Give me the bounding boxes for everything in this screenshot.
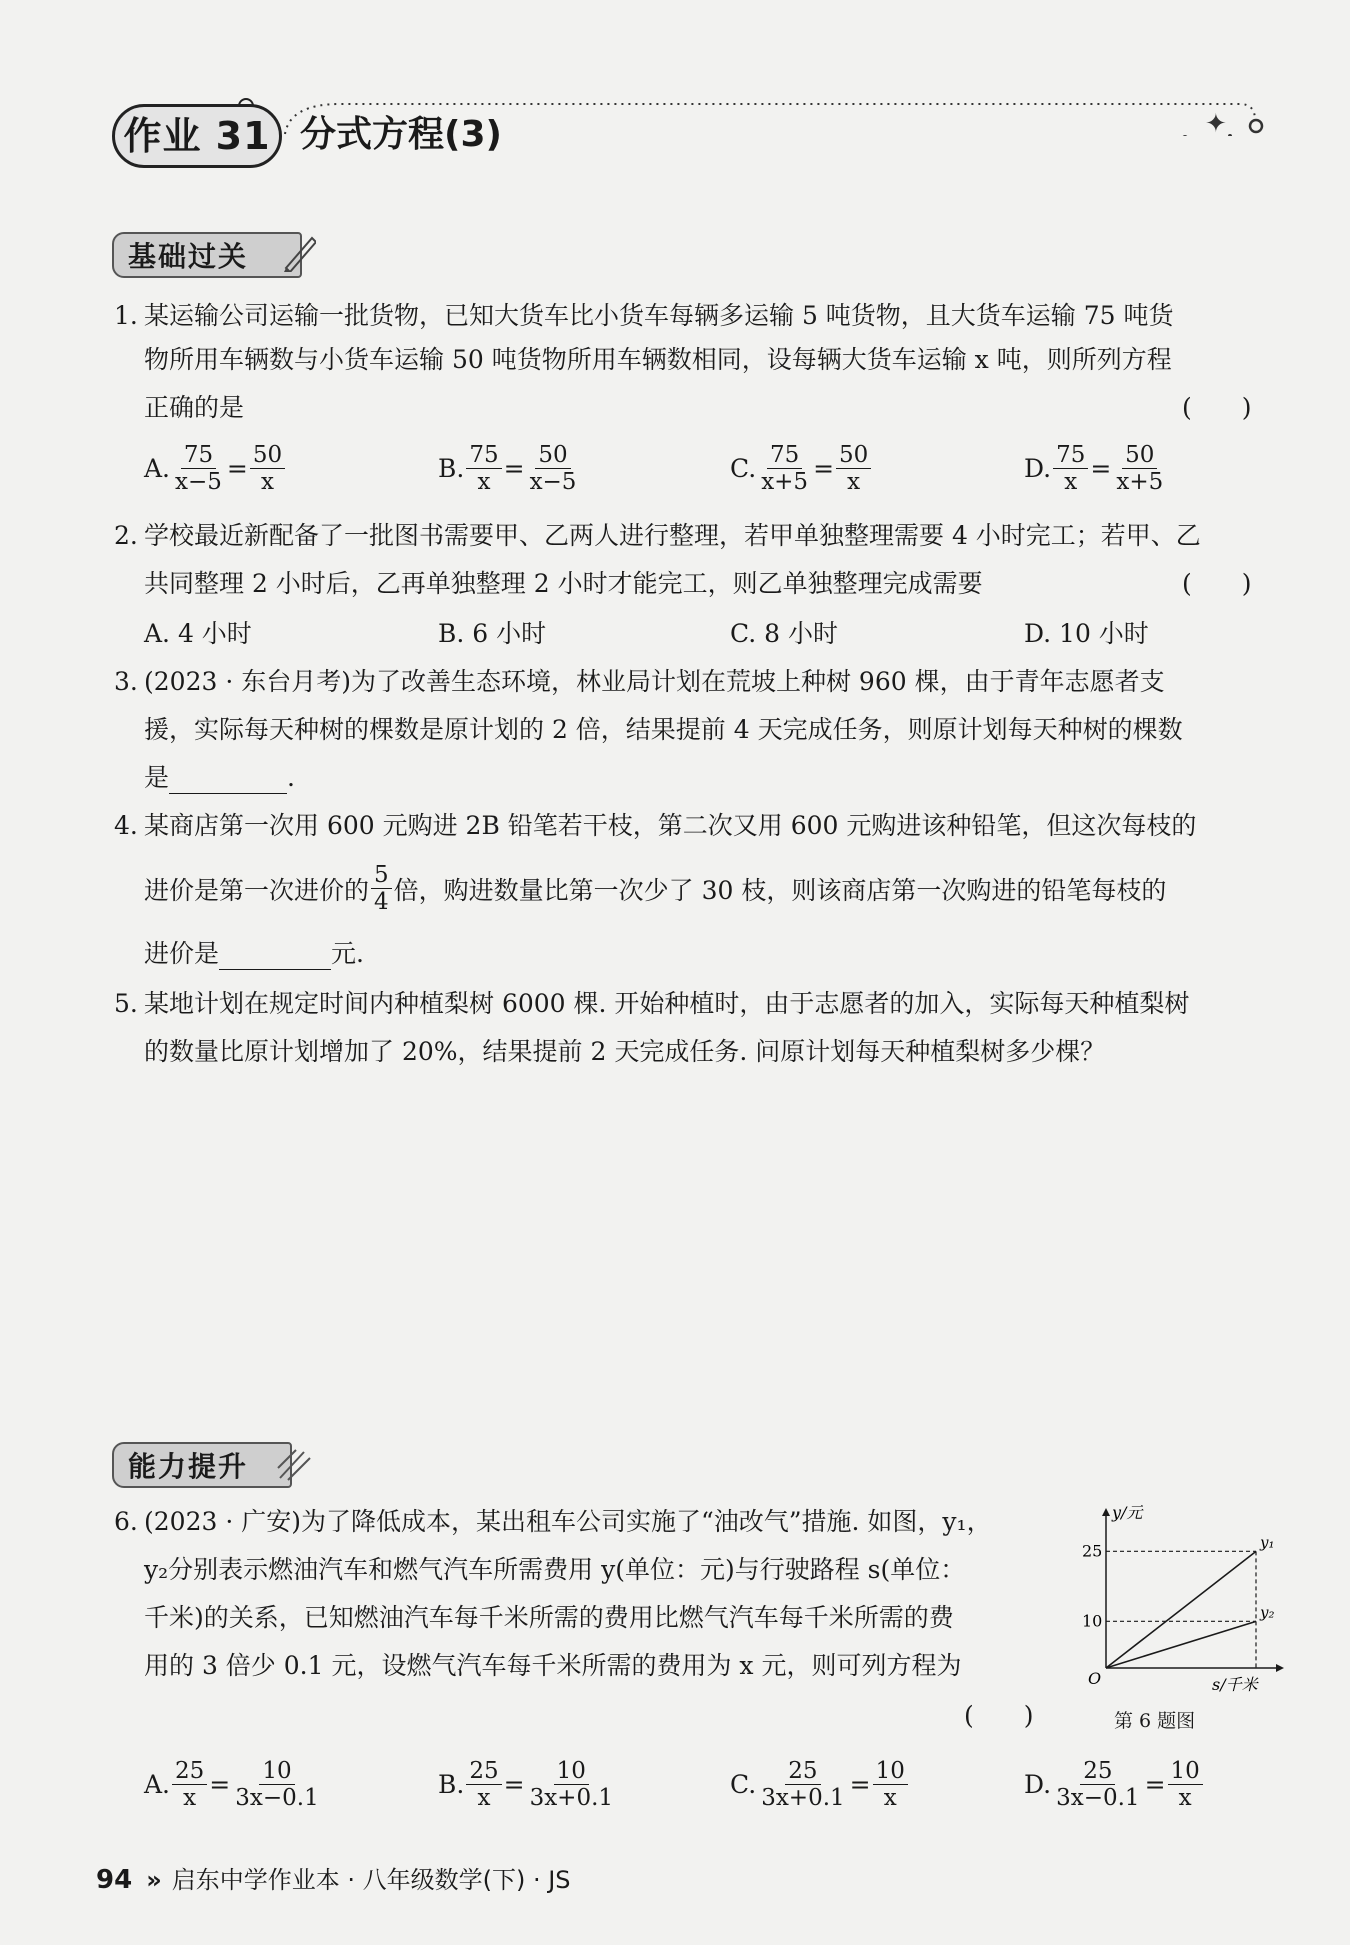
q6-option-d[interactable]: D. $\frac{25}{3x-0.1}$ = $\frac{10}{x}$: [1024, 1758, 1205, 1811]
x-axis-arrow-icon: [1276, 1664, 1284, 1672]
page-number: 94: [96, 1865, 133, 1895]
denominator: x: [1178, 1785, 1192, 1811]
fraction: [1168, 1758, 1203, 1811]
numerator: 75: [767, 442, 802, 469]
section-tag-advanced: [112, 1442, 292, 1488]
page-title: 分式方程(3): [300, 114, 502, 155]
q2-option-c[interactable]: C. 8 小时: [730, 619, 838, 648]
y-axis-label: y/元: [1112, 1503, 1143, 1522]
denominator: 3x−0.1: [235, 1785, 319, 1811]
option-label: A.: [144, 454, 171, 483]
numerator: 25: [1080, 1758, 1115, 1785]
q6-option-b[interactable]: B. $\frac{25}{x}$ = $\frac{10}{3x+0.1}$: [438, 1758, 618, 1811]
q6-answer-paren[interactable]: ( ): [964, 1701, 1034, 1730]
denominator: 3x−0.1: [1056, 1785, 1140, 1811]
fraction: [250, 442, 285, 495]
q1-line-3: 正确的是: [144, 393, 245, 422]
pencil-icon: [282, 232, 316, 276]
q6-option-c[interactable]: C. $\frac{25}{3x+0.1}$ = $\frac{10}{x}$: [730, 1758, 910, 1811]
q3-line-1: [114, 662, 1165, 698]
fraction: [758, 442, 811, 495]
q6-number: 6.: [114, 1507, 138, 1536]
numerator: 75: [1053, 442, 1088, 469]
q2-number: 2.: [114, 521, 138, 550]
q4-text-3b: 元.: [331, 939, 364, 968]
chevron-icon: »: [146, 1866, 162, 1894]
chart-axes: [1102, 1508, 1284, 1672]
option-label: A.: [144, 1770, 171, 1799]
q5-line-2: 的数量比原计划增加了 20%，结果提前 2 天完成任务. 问原计划每天种植梨树多少棵？: [144, 1037, 1106, 1066]
fraction: [172, 442, 225, 495]
denominator: x: [883, 1785, 897, 1811]
y-tick-label-1: 25: [1082, 1541, 1103, 1561]
q3-text-1: (2023 · 东台月考)为了改善生态环境，林业局计划在荒坡上种树 960 棵，由于青年志愿者支: [144, 667, 1165, 696]
q3-line-2: 援，实际每天种树的棵数是原计划的 2 倍，结果提前 4 天完成任务，则原计划每天种树的棵数: [144, 715, 1183, 744]
q6-text-1: (2023 · 广安)为了降低成本，某出租车公司实施了“油改气”措施. 如图，y₁，: [144, 1507, 992, 1536]
fraction: [1113, 442, 1166, 495]
option-label: C.: [730, 1770, 757, 1799]
fraction: [527, 1758, 616, 1811]
fraction: [1053, 1758, 1142, 1811]
fraction: [1053, 442, 1088, 495]
denominator: 4: [374, 889, 389, 915]
q5-answer-area[interactable]: [144, 1080, 1264, 1410]
q5-line-1: [114, 984, 1189, 1020]
q1-line-2: 物所用车辆数与小货车运输 50 吨货物所用车辆数相同，设每辆大货车运输 x 吨，则所列方程: [144, 345, 1172, 374]
denominator: x: [183, 1785, 197, 1811]
q6-line-2: y₂分别表示燃油汽车和燃气汽车所需费用 y(单位：元)与行驶路程 s(单位：: [144, 1555, 966, 1584]
q5-text-1: 某地计划在规定时间内种植梨树 6000 棵. 开始种植时，由于志愿者的加入，实际每天种植梨树: [144, 989, 1190, 1018]
numerator: 10: [554, 1758, 589, 1785]
section-tag-basic: [112, 232, 302, 278]
q4-text-3a: 进价是: [144, 939, 220, 968]
q3-period: .: [287, 763, 295, 792]
q3-line-3: [144, 758, 295, 794]
q2-line-2: 共同整理 2 小时后，乙再单独整理 2 小时才能完工，则乙单独整理完成需要: [144, 569, 983, 598]
denominator: x+5: [761, 469, 809, 495]
numerator: 10: [1168, 1758, 1203, 1785]
numerator: 25: [172, 1758, 207, 1785]
denominator: x: [847, 469, 861, 495]
q2-text-1: 学校最近新配备了一批图书需要甲、乙两人进行整理，若甲单独整理需要 4 小时完工；若甲、乙: [144, 521, 1201, 550]
fraction: [466, 1758, 501, 1811]
fraction: [836, 442, 871, 495]
q1-text-1: 某运输公司运输一批货物，已知大货车比小货车每辆多运输 5 吨货物，且大货车运输 75 吨货: [144, 301, 1174, 330]
q1-answer-paren[interactable]: ( ): [1182, 393, 1252, 422]
q2-option-a[interactable]: A. 4 小时: [144, 619, 252, 648]
q4-line-3: [144, 934, 364, 970]
denominator: x: [261, 469, 274, 495]
q6-chart: [1080, 1498, 1290, 1698]
q1-option-c[interactable]: C. $\frac{75}{x+5}$ = $\frac{50}{x}$: [730, 442, 873, 495]
footer-text: 启东中学作业本 · 八年级数学(下) · JS: [171, 1866, 571, 1894]
q2-option-b[interactable]: B. 6 小时: [438, 619, 547, 648]
q6-figure-caption: 第 6 题图: [1114, 1710, 1196, 1732]
y-axis-arrow-icon: [1102, 1508, 1110, 1516]
q1-line-1: [114, 292, 1174, 340]
denominator: 3x+0.1: [761, 1785, 845, 1811]
q4-text-1: 某商店第一次用 600 元购进 2B 铅笔若干枝，第二次又用 600 元购进该种铅笔，但这次每枝的: [144, 811, 1197, 840]
series-label-2: y₂: [1260, 1603, 1275, 1622]
series-line-2: [1106, 1621, 1256, 1668]
option-label: C.: [730, 454, 757, 483]
sparkle-icon: [274, 1444, 314, 1488]
q1-option-b[interactable]: B. $\frac{75}{x}$ = $\frac{50}{x-5}$: [438, 442, 581, 495]
section-tag-advanced-label: 能力提升: [128, 1450, 249, 1483]
numerator: 5: [371, 862, 392, 889]
denominator: x: [477, 469, 491, 495]
fraction: [466, 442, 501, 495]
numerator: 10: [873, 1758, 908, 1785]
q3-text-3: 是: [144, 763, 170, 792]
numerator: 50: [535, 442, 570, 469]
numerator: 50: [1122, 442, 1157, 469]
q4-number: 4.: [114, 811, 138, 840]
numerator: 50: [836, 442, 871, 469]
q6-option-a[interactable]: A. $\frac{25}{x}$ = $\frac{10}{3x-0.1}$: [144, 1758, 324, 1811]
svg-text:✦: ✦: [1205, 109, 1227, 136]
q6-line-4: 用的 3 倍少 0.1 元，设燃气汽车每千米所需的费用为 x 元，则可列方程为: [144, 1651, 962, 1680]
fraction: [232, 1758, 321, 1811]
q1-option-a[interactable]: A. $\frac{75}{x-5}$ = $\frac{50}{x}$: [144, 442, 287, 495]
q1-number: 1.: [114, 301, 138, 330]
denominator: x: [1064, 469, 1078, 495]
fraction: [527, 442, 580, 495]
denominator: 3x+0.1: [529, 1785, 614, 1811]
numerator: 10: [259, 1758, 294, 1785]
q3-answer-blank[interactable]: [169, 769, 287, 794]
q3-number: 3.: [114, 667, 138, 696]
fraction: [873, 1758, 908, 1811]
numerator: 50: [250, 442, 285, 469]
fraction: [758, 1758, 847, 1811]
q4-text-2b: 倍，购进数量比第一次少了 30 枝，则该商店第一次购进的铅笔每枝的: [393, 875, 1167, 905]
q4-line-2: [144, 862, 1166, 915]
page-footer: [96, 1860, 571, 1895]
q4-text-2a: 进价是第一次进价的: [144, 875, 370, 905]
fraction: [172, 1758, 207, 1811]
option-label: B.: [438, 454, 465, 483]
denominator: x−5: [529, 469, 577, 495]
section-tag-basic-label: 基础过关: [128, 240, 249, 273]
q1-option-d[interactable]: D. $\frac{75}{x}$ = $\frac{50}{x+5}$: [1024, 442, 1168, 495]
q2-option-d[interactable]: D. 10 小时: [1024, 619, 1149, 648]
origin-label: O: [1088, 1669, 1102, 1688]
q6-line-3: 千米)的关系，已知燃油汽车每千米所需的费用比燃气汽车每千米所需的费: [144, 1603, 954, 1632]
y-tick-label-2: 10: [1082, 1611, 1103, 1631]
option-label: B.: [438, 1770, 465, 1799]
q2-answer-paren[interactable]: ( ): [1182, 569, 1252, 598]
numerator: 75: [466, 442, 501, 469]
q4-answer-blank[interactable]: [219, 945, 331, 970]
series-label-1: y₁: [1260, 1533, 1275, 1552]
option-label: D.: [1024, 454, 1052, 483]
q4-fraction: [371, 862, 392, 915]
x-axis-label: s/千米: [1212, 1675, 1258, 1694]
numerator: 25: [785, 1758, 820, 1785]
assignment-badge: 作业 31: [112, 104, 282, 168]
numerator: 25: [466, 1758, 501, 1785]
numerator: 75: [181, 442, 216, 469]
series-line-1: [1106, 1551, 1256, 1668]
denominator: x+5: [1116, 469, 1164, 495]
denominator: x: [477, 1785, 491, 1811]
q5-number: 5.: [114, 989, 138, 1018]
q6-line-1: [114, 1502, 992, 1538]
q2-line-1: [114, 516, 1201, 552]
option-label: D.: [1024, 1770, 1052, 1799]
denominator: x−5: [175, 469, 222, 495]
q4-line-1: [114, 806, 1196, 842]
